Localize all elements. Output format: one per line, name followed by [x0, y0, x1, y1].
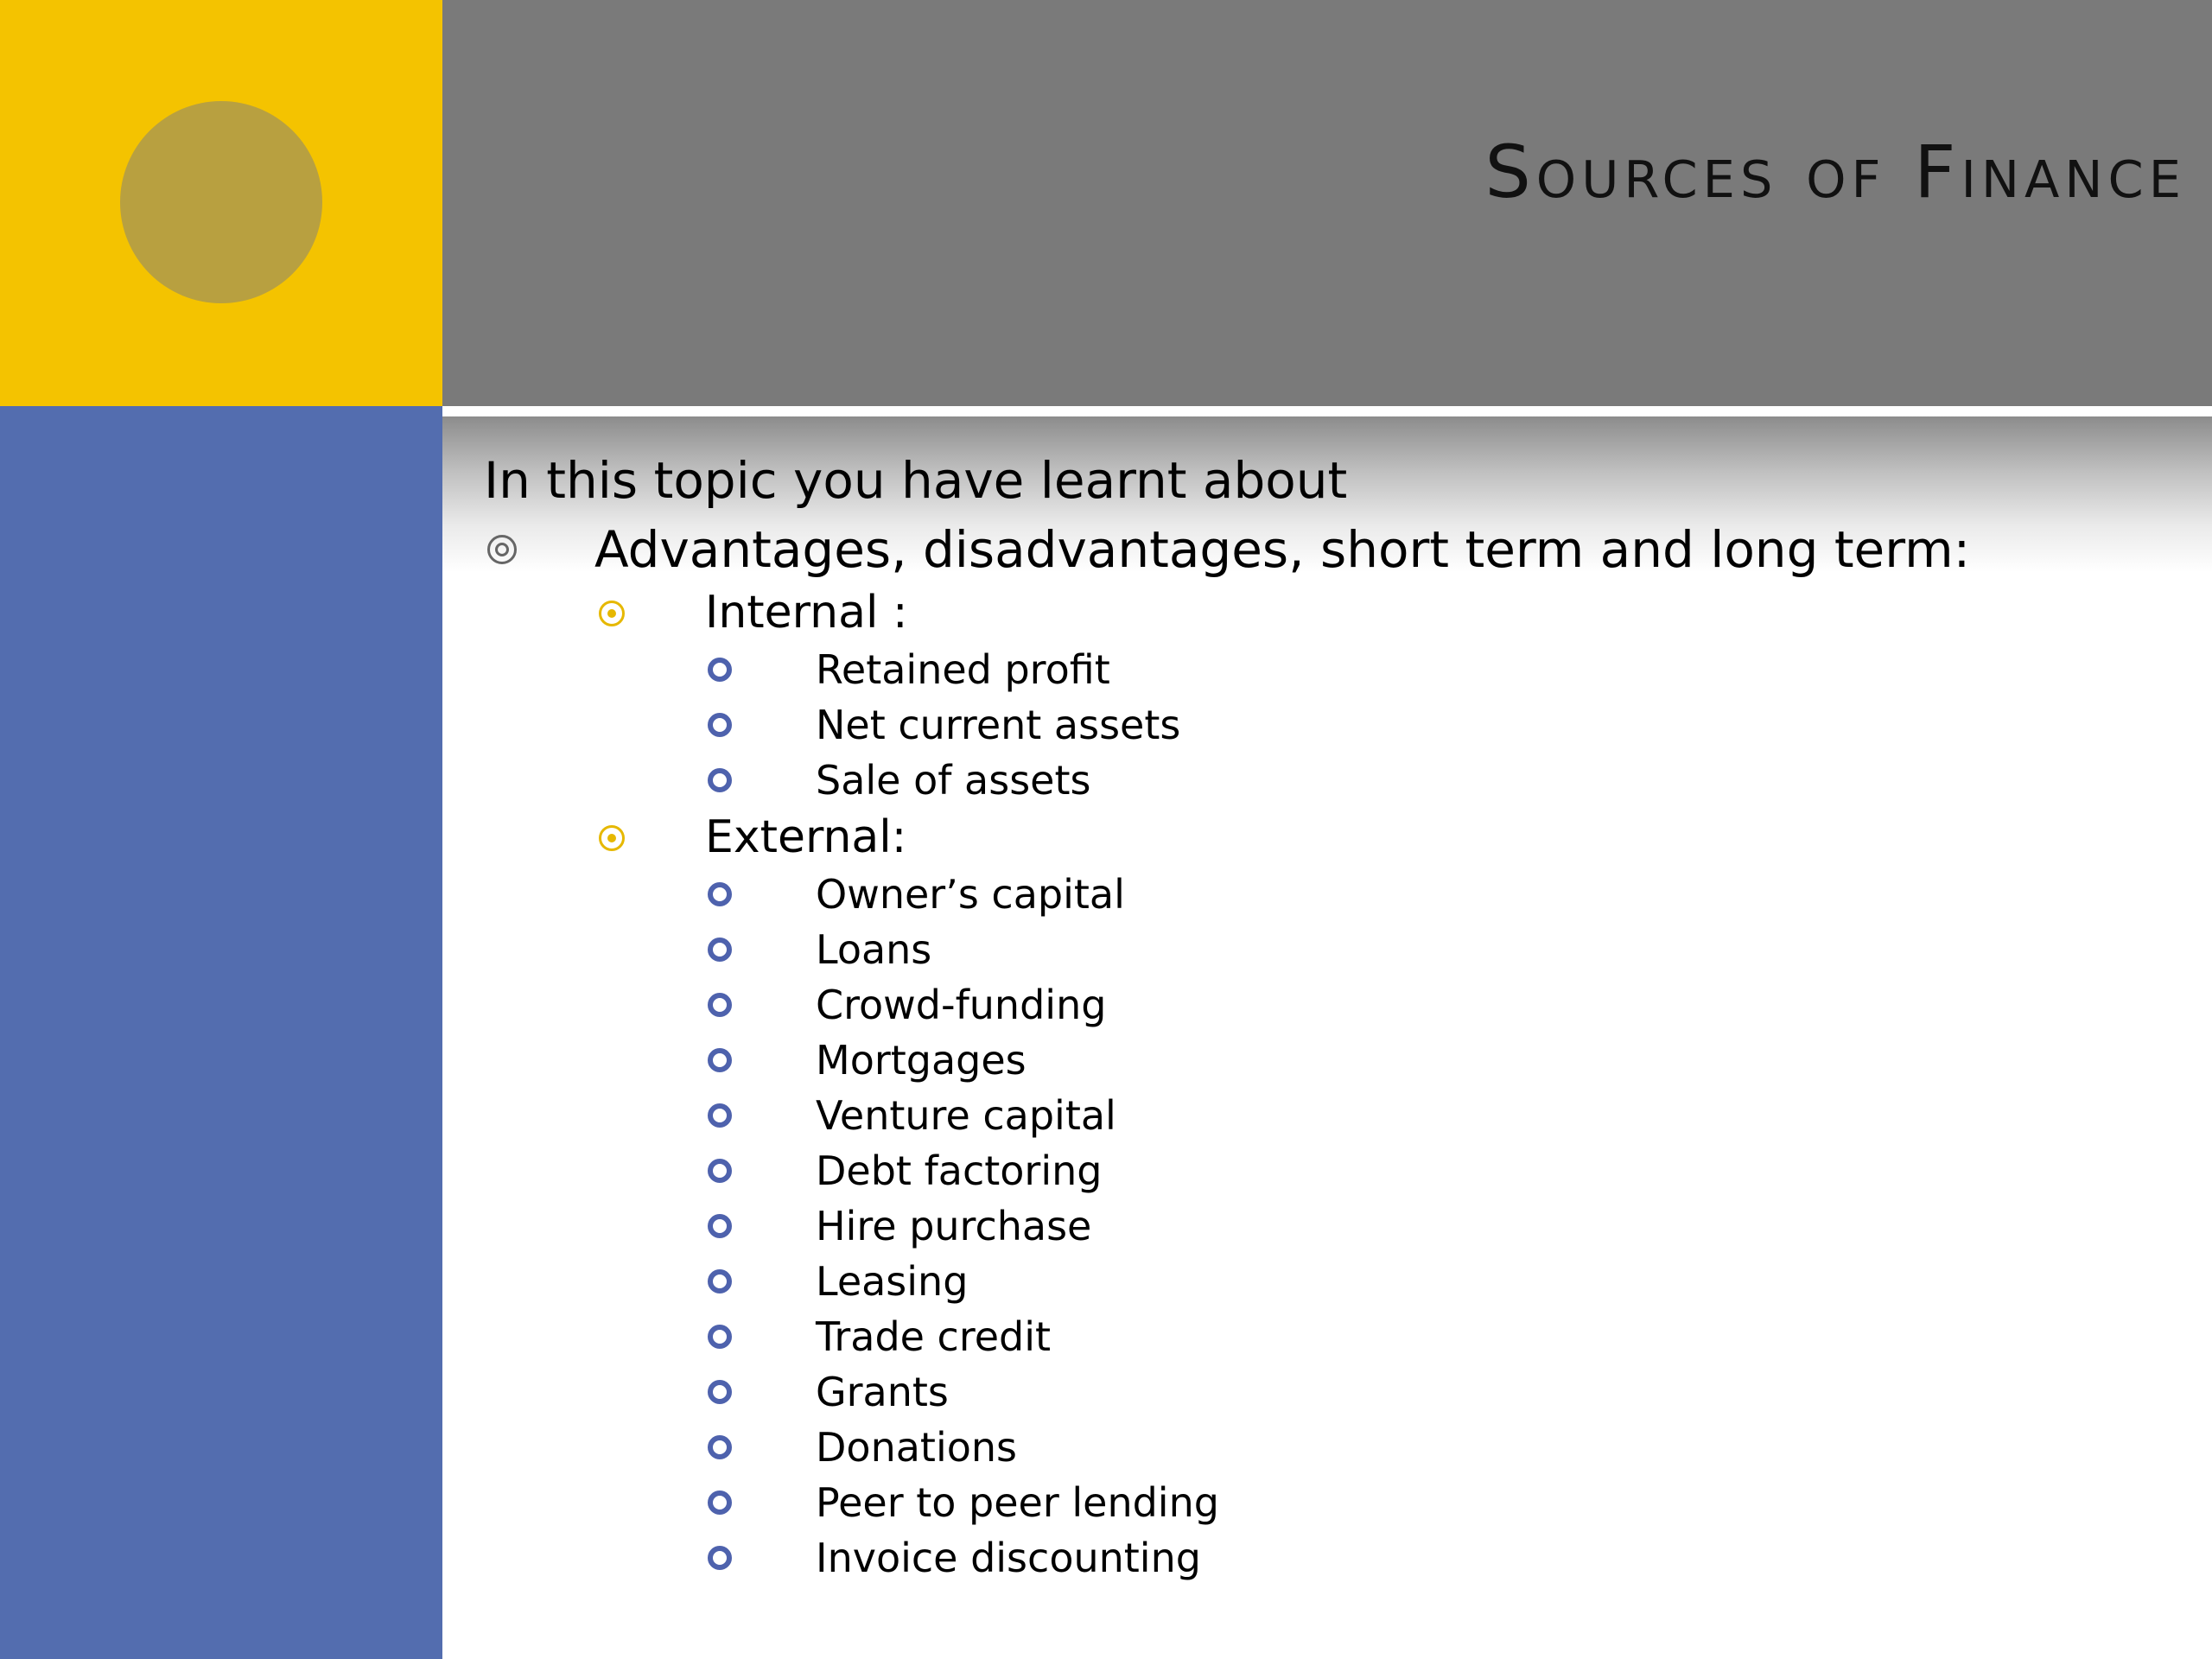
- ring-bullet-icon: [708, 938, 732, 962]
- slide-body: [484, 445, 2177, 1586]
- ring-bullet-icon: [708, 713, 732, 737]
- list-item-text: Owner’s capital: [816, 871, 1125, 918]
- group-heading-text: Internal :: [705, 587, 908, 639]
- list-item-text: Venture capital: [816, 1092, 1116, 1139]
- list-item-text: Retained profit: [816, 646, 1110, 693]
- ring-bullet-icon: [708, 658, 732, 682]
- list-item: [484, 1088, 2177, 1143]
- list-item: [484, 1143, 2177, 1198]
- decorative-circle: [120, 101, 322, 303]
- list-item: [484, 753, 2177, 808]
- list-item-text: Crowd-funding: [816, 982, 1107, 1028]
- ring-bullet-icon: [708, 1491, 732, 1515]
- blue-side-panel: [0, 406, 442, 1659]
- list-item-text: Net current assets: [816, 702, 1181, 748]
- list-item: [484, 1364, 2177, 1420]
- list-item: [484, 1420, 2177, 1475]
- ring-bullet-icon: [708, 993, 732, 1017]
- dotted-circle-bullet-icon: [599, 825, 625, 851]
- source-groups: [484, 583, 2177, 1586]
- ring-bullet-icon: [708, 1546, 732, 1570]
- main-point-text: Advantages, disadvantages, short term and long term:: [594, 520, 1971, 579]
- list-item-text: Trade credit: [816, 1313, 1052, 1360]
- ring-bullet-icon: [708, 1159, 732, 1183]
- list-item-text: Mortgages: [816, 1037, 1027, 1084]
- list-item-text: Leasing: [816, 1258, 969, 1305]
- title-bar: [442, 0, 2212, 406]
- dotted-circle-bullet-icon: [599, 601, 625, 626]
- main-point: [484, 516, 2177, 583]
- list-item-text: Hire purchase: [816, 1203, 1092, 1249]
- list-item: [484, 1254, 2177, 1309]
- ring-bullet-icon: [708, 882, 732, 906]
- ring-bullet-icon: [708, 768, 732, 792]
- slide-title: Sources of Finance: [1484, 130, 2186, 214]
- ring-bullet-icon: [708, 1325, 732, 1349]
- group-heading: [484, 583, 2177, 642]
- ring-bullet-icon: [708, 1214, 732, 1238]
- list-item: [484, 1530, 2177, 1586]
- list-item: [484, 642, 2177, 697]
- ring-bullet-icon: [708, 1103, 732, 1128]
- list-item: [484, 697, 2177, 753]
- list-item-text: Invoice discounting: [816, 1535, 1201, 1581]
- intro-text: In this topic you have learnt about: [484, 451, 1348, 510]
- list-item-text: Debt factoring: [816, 1147, 1103, 1194]
- list-item: [484, 977, 2177, 1033]
- ring-bullet-icon: [708, 1380, 732, 1404]
- list-item: [484, 1033, 2177, 1088]
- group-heading-text: External:: [705, 811, 907, 863]
- list-item: [484, 1309, 2177, 1364]
- ring-bullet-icon: [708, 1435, 732, 1459]
- list-item: [484, 922, 2177, 977]
- double-ring-bullet-icon: [487, 535, 517, 564]
- list-item-text: Peer to peer lending: [816, 1479, 1219, 1526]
- list-item-text: Sale of assets: [816, 757, 1091, 804]
- ring-bullet-icon: [708, 1269, 732, 1294]
- group-heading: [484, 808, 2177, 867]
- list-item: [484, 867, 2177, 922]
- list-item: [484, 1475, 2177, 1530]
- list-item: [484, 1198, 2177, 1254]
- yellow-corner-panel: [0, 0, 442, 406]
- list-item-text: Donations: [816, 1424, 1017, 1471]
- ring-bullet-icon: [708, 1048, 732, 1072]
- list-item-text: Grants: [816, 1369, 949, 1415]
- divider: [442, 406, 2212, 416]
- list-item-text: Loans: [816, 926, 932, 973]
